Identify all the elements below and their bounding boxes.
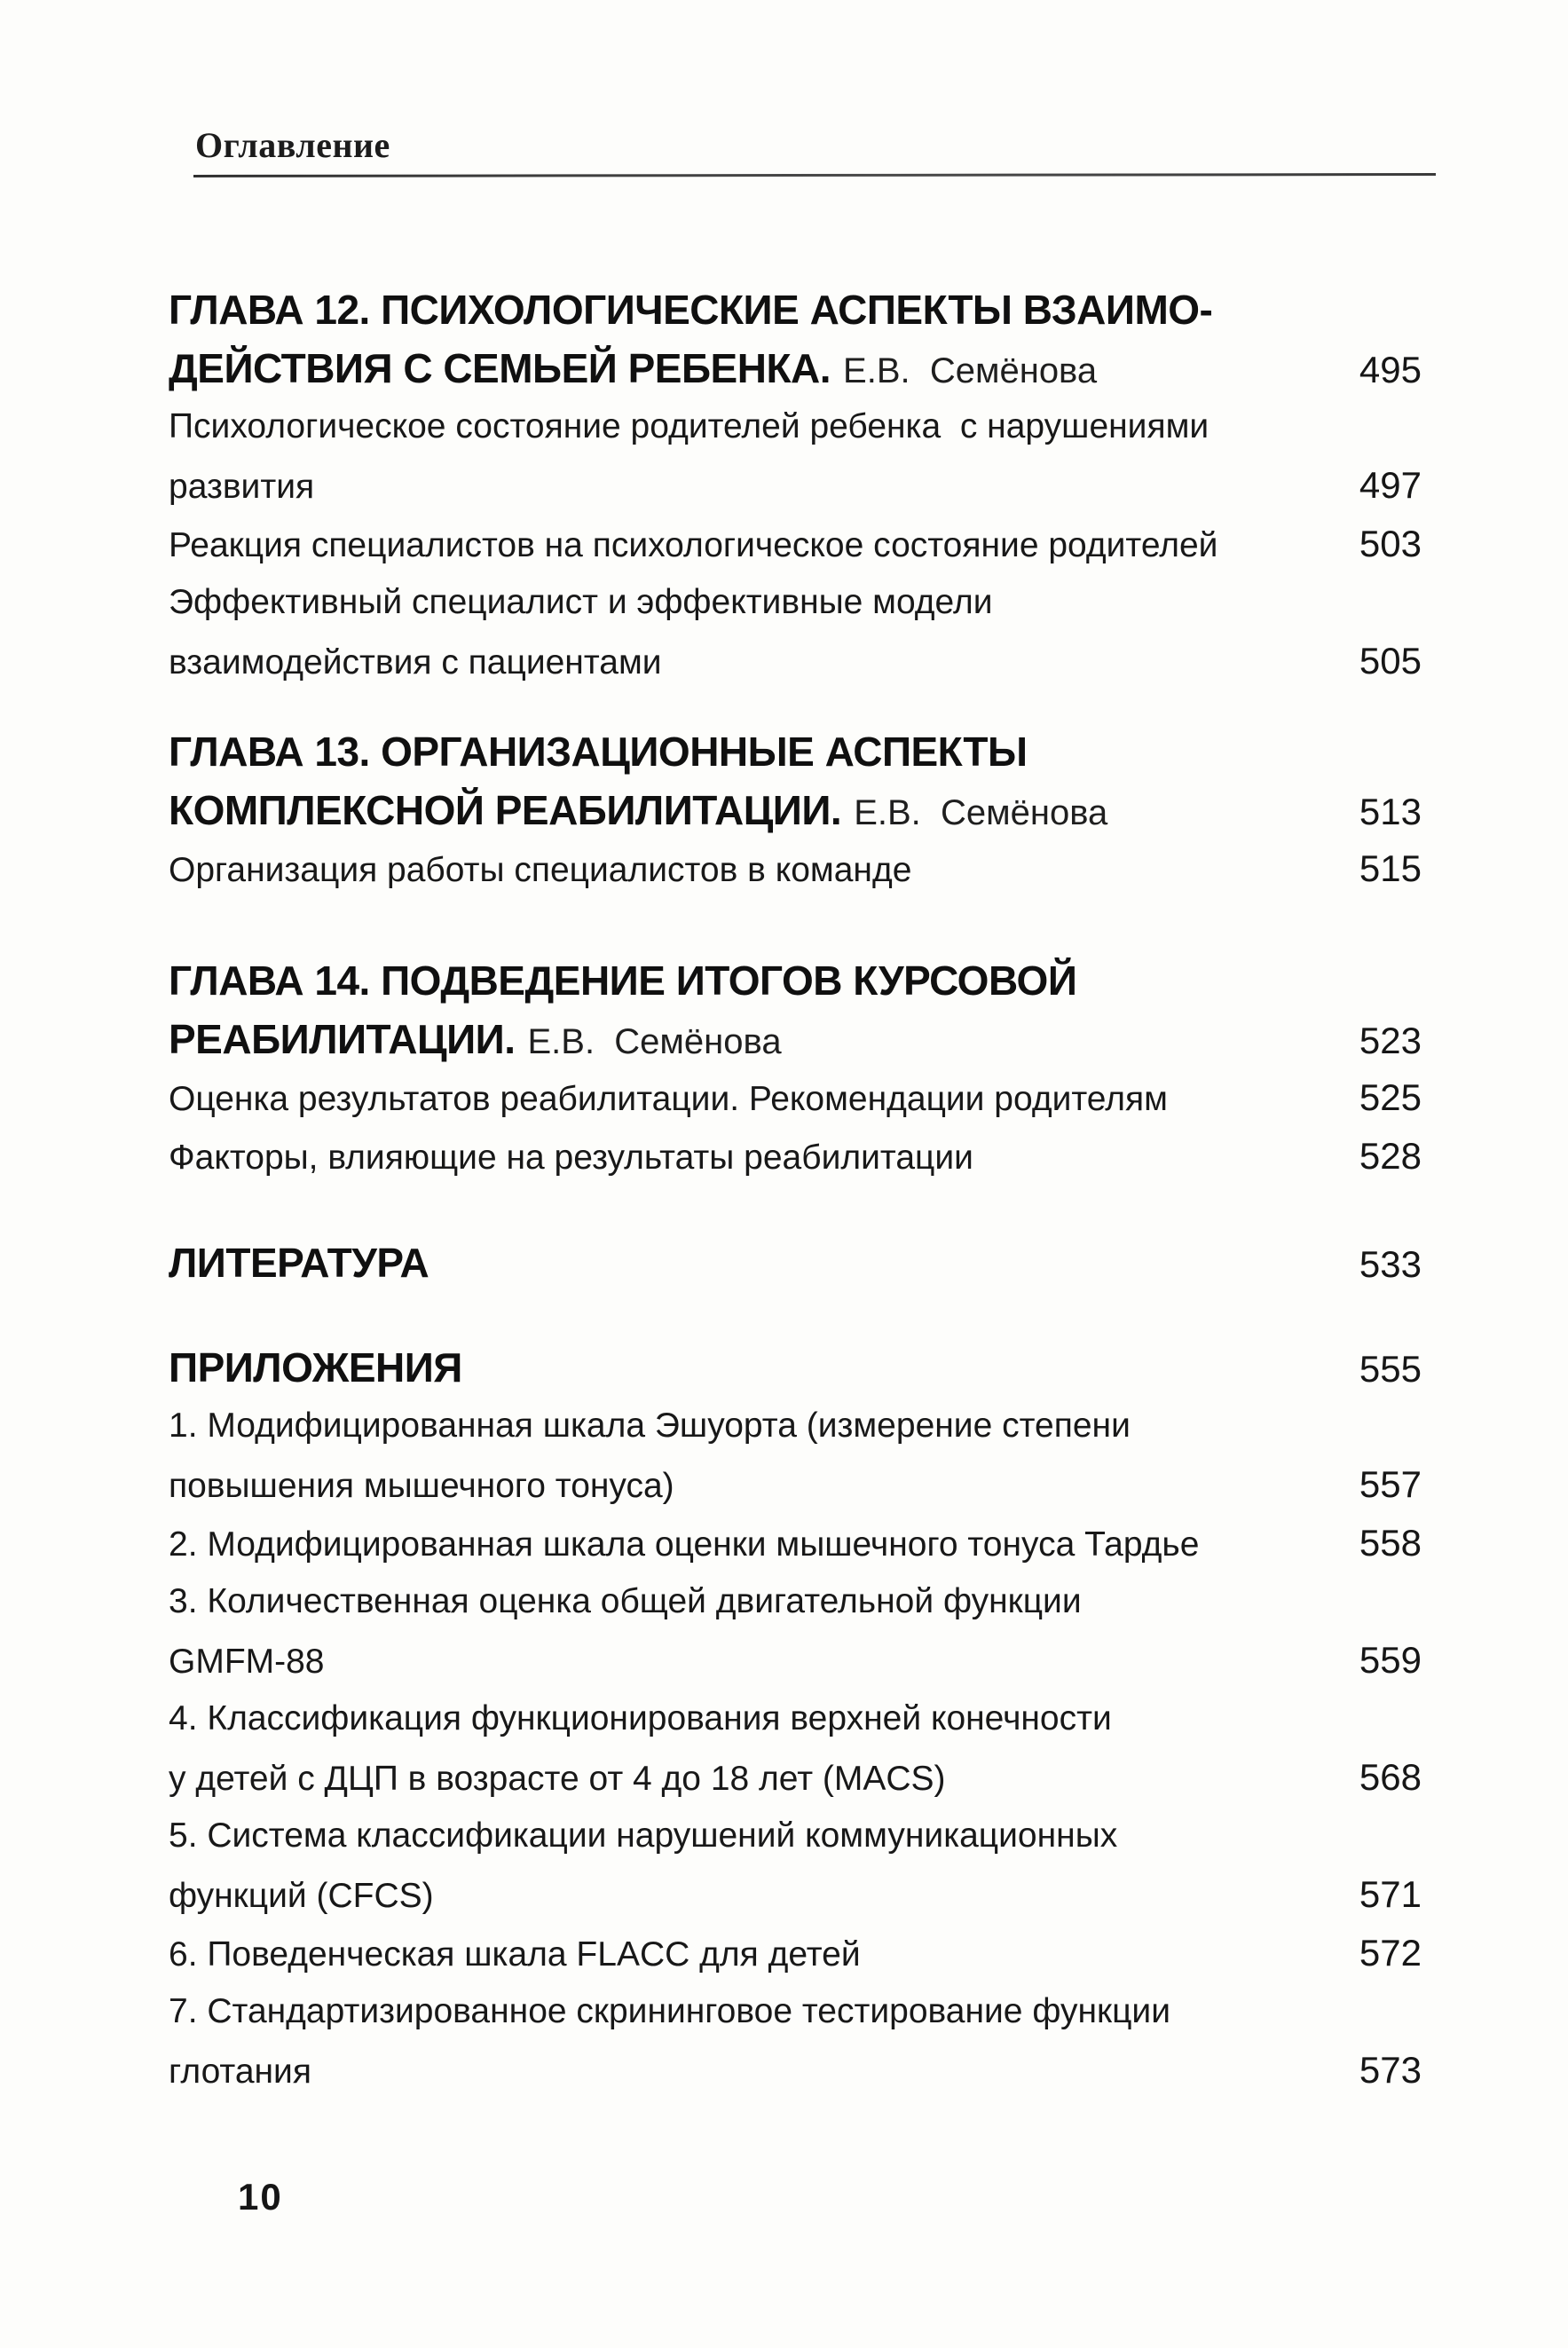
toc-item-text: 6. Поведенческая шкала FLACC для детей [169, 1935, 861, 1974]
toc-line-item [169, 1068, 1422, 1127]
chapter-title-text: РЕАБИЛИТАЦИИ. [169, 1016, 516, 1062]
chapter-title-text: ГЛАВА 13. ОРГАНИЗАЦИОННЫЕ АСПЕКТЫ [169, 729, 1028, 775]
toc-line-item [169, 2041, 1422, 2100]
toc-item-text: Оценка результатов реабилитации. Рекомендации родителям [169, 1080, 1168, 1118]
toc-item-text: Эффективный специалист и эффективные модели [169, 583, 993, 621]
toc-item-text: GMFM-88 [169, 1643, 325, 1681]
toc-line-item [169, 1865, 1422, 1924]
page-number: 10 [238, 2176, 283, 2218]
toc-line-item [169, 1397, 1422, 1455]
chapter-author: Е.В. Семёнова [854, 793, 1108, 832]
toc-line-item [169, 1455, 1422, 1514]
section-title-text: ПРИЛОЖЕНИЯ [169, 1344, 462, 1391]
toc-line-item [169, 1572, 1422, 1631]
toc-line-chapter13-title-2 [169, 781, 1422, 839]
toc-item-text: функций (CFCS) [169, 1877, 434, 1915]
toc-page-number: 572 [1359, 1932, 1422, 1974]
toc-page-number: 523 [1359, 1020, 1422, 1061]
toc-page-number: 515 [1359, 847, 1422, 889]
toc-line-item [169, 1690, 1422, 1748]
section-title-text: ЛИТЕРАТУРА [169, 1240, 429, 1286]
toc-page-number: 533 [1359, 1243, 1422, 1285]
toc-page-number: 558 [1359, 1522, 1422, 1564]
toc-item-text: взаимодействия с пациентами [169, 643, 662, 682]
toc-line-chapter14-title-2 [169, 1010, 1422, 1068]
chapter-title-text: ГЛАВА 12. ПСИХОЛОГИЧЕСКИЕ АСПЕКТЫ ВЗАИМО- [169, 287, 1213, 333]
toc-page-number: 497 [1359, 464, 1422, 506]
toc-page-number: 555 [1359, 1348, 1422, 1390]
toc-line-item [169, 1982, 1422, 2041]
toc-line-item [169, 1127, 1422, 1186]
toc-item-text: 4. Классификация функционирования верхней конечности [169, 1699, 1112, 1737]
table-of-contents [169, 280, 1422, 2100]
toc-line-item [169, 1924, 1422, 1982]
toc-page-number: 573 [1359, 2049, 1422, 2091]
toc-line-item [169, 398, 1422, 456]
toc-item-text: 7. Стандартизированное скрининговое тестирование функции [169, 1992, 1170, 2030]
chapter-title-text: ГЛАВА 14. ПОДВЕДЕНИЕ ИТОГОВ КУРСОВОЙ [169, 957, 1077, 1004]
toc-line-item [169, 632, 1422, 690]
chapter-author: Е.В. Семёнова [843, 351, 1098, 390]
toc-page-number: 559 [1359, 1639, 1422, 1681]
toc-item-text: Реакция специалистов на психологическое состояние родителей [169, 526, 1218, 564]
toc-line-item [169, 573, 1422, 632]
toc-item-text: повышения мышечного тонуса) [169, 1467, 674, 1505]
toc-line-chapter14-title-1 [169, 951, 1422, 1010]
toc-line-item [169, 515, 1422, 573]
toc-line-appendices [169, 1338, 1422, 1397]
toc-page-number: 568 [1359, 1756, 1422, 1798]
toc-item-text: Психологическое состояние родителей ребенка с нарушениями [169, 407, 1209, 445]
toc-page-number: 513 [1359, 791, 1422, 832]
toc-line-item [169, 1748, 1422, 1807]
toc-page-number: 525 [1359, 1076, 1422, 1118]
chapter-author: Е.В. Семёнова [527, 1022, 782, 1061]
toc-line-chapter13-title-1 [169, 722, 1422, 781]
toc-line-item [169, 456, 1422, 515]
toc-item-text: 1. Модифицированная шкала Эшуорта (измерение степени [169, 1406, 1131, 1445]
header-underline [193, 173, 1436, 177]
toc-item-text: Организация работы специалистов в команде [169, 851, 912, 889]
toc-item-text: развития [169, 468, 315, 506]
chapter-title-text: КОМПЛЕКСНОЙ РЕАБИЛИТАЦИИ. [169, 787, 842, 833]
chapter-title-text: ДЕЙСТВИЯ С СЕМЬЕЙ РЕБЕНКА. [169, 345, 831, 391]
toc-page-number: 495 [1359, 349, 1422, 390]
toc-line-item [169, 1807, 1422, 1865]
toc-item-text: у детей с ДЦП в возрасте от 4 до 18 лет (MACS) [169, 1760, 946, 1798]
toc-line-chapter12-title-2 [169, 339, 1422, 398]
toc-item-text: Факторы, влияющие на результаты реабилитации [169, 1139, 973, 1177]
toc-page-number: 528 [1359, 1135, 1422, 1177]
toc-item-text: 2. Модифицированная шкала оценки мышечного тонуса Тардье [169, 1525, 1200, 1564]
toc-item-text: глотания [169, 2053, 311, 2091]
toc-line-item [169, 839, 1422, 898]
toc-page-number: 505 [1359, 640, 1422, 682]
toc-line-chapter12-title-1 [169, 280, 1422, 339]
toc-line-literature [169, 1233, 1422, 1292]
toc-page-number: 503 [1359, 523, 1422, 564]
toc-item-text: 5. Система классификации нарушений коммуникационных [169, 1816, 1118, 1855]
toc-line-item [169, 1514, 1422, 1572]
running-head: Оглавление [195, 125, 390, 165]
toc-line-item [169, 1631, 1422, 1690]
toc-page-number: 557 [1359, 1463, 1422, 1505]
toc-item-text: 3. Количественная оценка общей двигательной функции [169, 1582, 1082, 1620]
toc-page-number: 571 [1359, 1873, 1422, 1915]
